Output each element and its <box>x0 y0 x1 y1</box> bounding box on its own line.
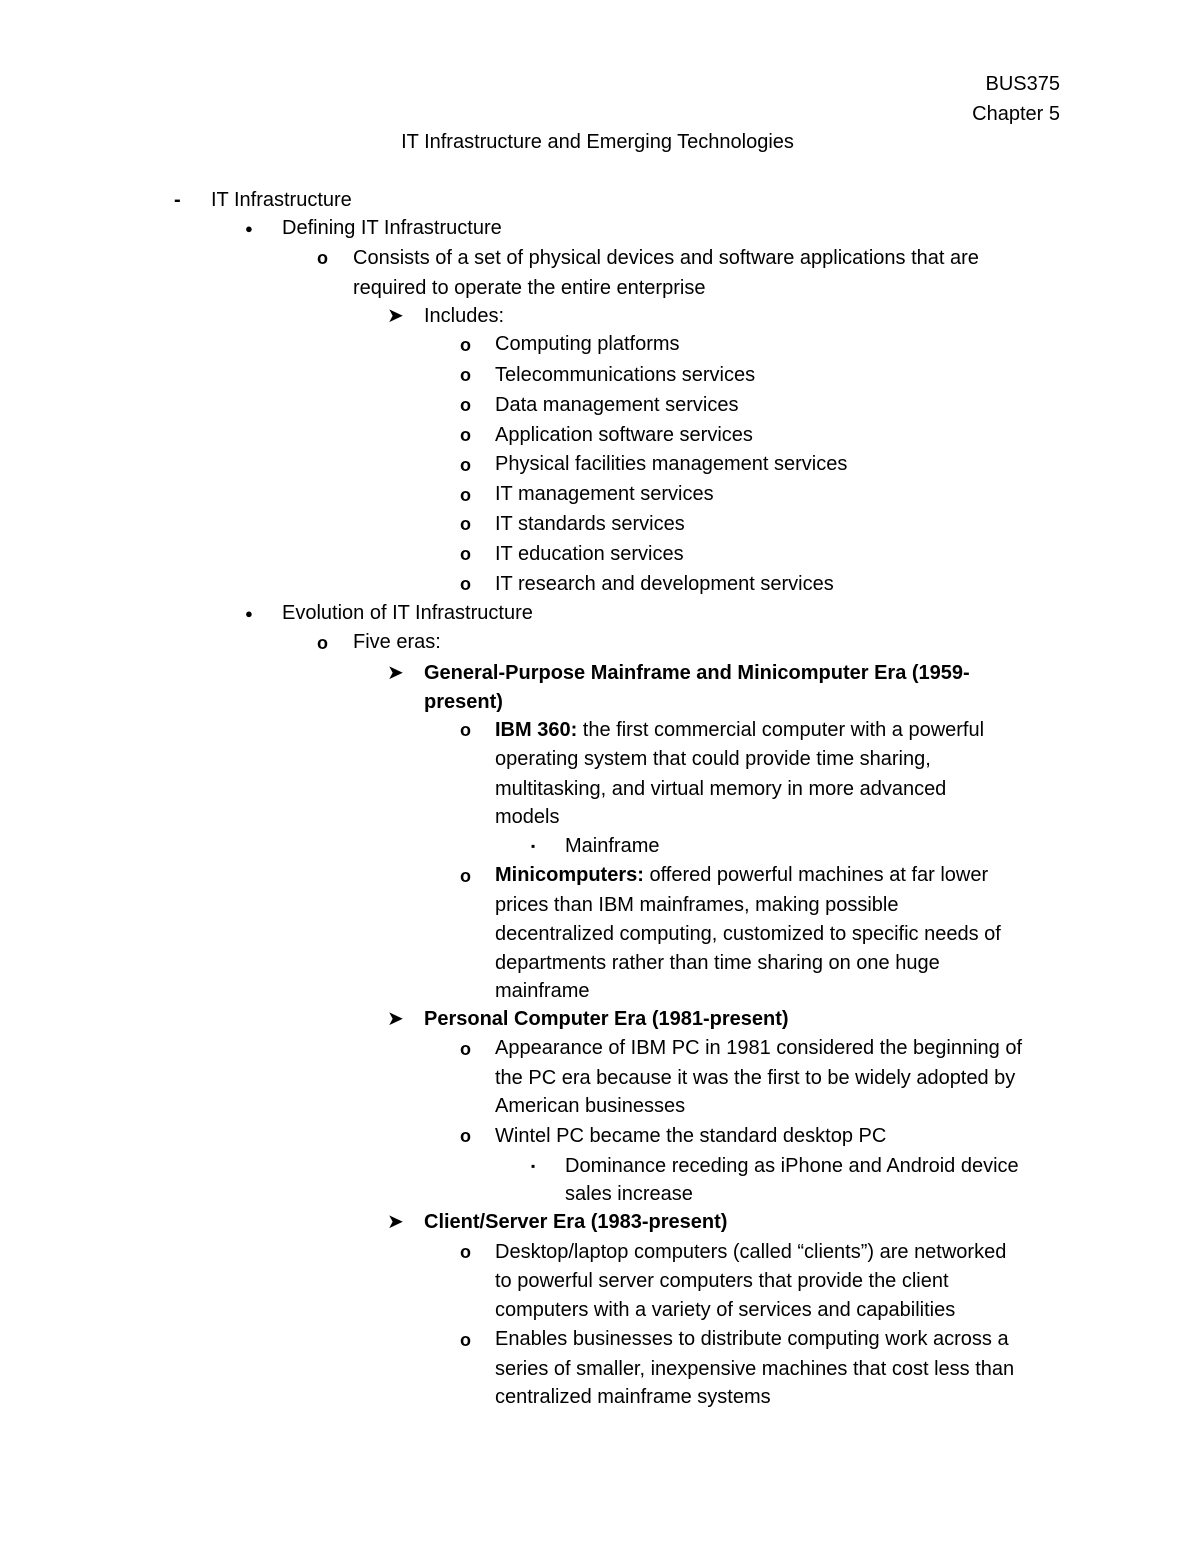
sub-item: sales increase <box>565 1183 693 1205</box>
minicomputers-line <box>495 861 988 889</box>
pc-line: Appearance of IBM PC in 1981 considered the beginning of <box>495 1037 1023 1059</box>
circle-marker: o <box>460 1126 471 1146</box>
definition-line: required to operate the entire enterprise <box>353 277 706 299</box>
term-ibm360: IBM 360: <box>495 719 578 741</box>
ibm360-line: models <box>495 806 560 828</box>
circle-marker: o <box>460 1330 471 1350</box>
circle-marker: o <box>460 720 471 740</box>
circle-marker: o <box>460 425 471 445</box>
bullet-marker: ● <box>245 221 253 236</box>
minicomputers-line: decentralized computing, customized to specific needs of <box>495 923 1001 945</box>
arrow-marker: ➤ <box>387 662 404 684</box>
wintel-line: Wintel PC became the standard desktop PC <box>495 1125 887 1147</box>
circle-marker: o <box>460 485 471 505</box>
client-server-line: series of smaller, inexpensive machines that cost less than <box>495 1358 1015 1380</box>
eras-label: Five eras: <box>353 631 441 653</box>
era-title-mainframe: present) <box>424 691 503 713</box>
list-item: IT education services <box>495 543 684 565</box>
circle-marker: o <box>460 544 471 564</box>
circle-marker: o <box>460 514 471 534</box>
list-item: Application software services <box>495 424 753 446</box>
era-title-mainframe: General-Purpose Mainframe and Minicomputer Era (1959- <box>424 662 970 684</box>
minicomputers-line: departments rather than time sharing on one huge <box>495 952 940 974</box>
chapter-label: Chapter 5 <box>972 103 1060 125</box>
includes-label: Includes: <box>424 305 505 327</box>
circle-marker: o <box>460 574 471 594</box>
square-marker: ▪ <box>531 839 536 853</box>
circle-marker: o <box>317 248 328 268</box>
client-server-line: Enables businesses to distribute computing work across a <box>495 1328 1009 1350</box>
client-server-line: computers with a variety of services and capabilities <box>495 1299 956 1321</box>
era-title-pc: Personal Computer Era (1981-present) <box>424 1008 789 1030</box>
circle-marker: o <box>460 1039 471 1059</box>
evolution-heading: Evolution of IT Infrastructure <box>282 602 533 624</box>
circle-marker: o <box>460 866 471 886</box>
list-item: IT management services <box>495 483 714 505</box>
list-item: Computing platforms <box>495 333 680 355</box>
circle-marker: o <box>460 395 471 415</box>
ibm360-text: the first commercial computer with a powerful <box>577 719 985 741</box>
course-code: BUS375 <box>985 73 1060 95</box>
dash-marker: - <box>174 189 181 211</box>
list-item: Telecommunications services <box>495 364 756 386</box>
ibm360-line: multitasking, and virtual memory in more advanced <box>495 778 947 800</box>
pc-line: the PC era because it was the first to be widely adopted by <box>495 1067 1016 1089</box>
arrow-marker: ➤ <box>387 1008 404 1030</box>
bullet-marker: ● <box>245 606 253 621</box>
circle-marker: o <box>317 633 328 653</box>
era-title-client-server: Client/Server Era (1983-present) <box>424 1211 728 1233</box>
arrow-marker: ➤ <box>387 305 404 327</box>
circle-marker: o <box>460 365 471 385</box>
list-item: IT research and development services <box>495 573 834 595</box>
definition-line: Consists of a set of physical devices and software applications that are <box>353 247 979 269</box>
minicomputers-line: prices than IBM mainframes, making possible <box>495 894 899 916</box>
minicomputers-line: mainframe <box>495 980 590 1002</box>
client-server-line: Desktop/laptop computers (called “clients”) are networked <box>495 1241 1007 1263</box>
sub-item: Dominance receding as iPhone and Android device <box>565 1155 1019 1177</box>
circle-marker: o <box>460 1242 471 1262</box>
client-server-line: centralized mainframe systems <box>495 1386 771 1408</box>
list-item: IT standards services <box>495 513 685 535</box>
ibm360-line: operating system that could provide time sharing, <box>495 748 931 770</box>
list-item: Data management services <box>495 394 739 416</box>
circle-marker: o <box>460 455 471 475</box>
sub-item: Mainframe <box>565 835 660 857</box>
square-marker: ▪ <box>531 1159 536 1173</box>
section-heading: IT Infrastructure <box>211 189 352 211</box>
arrow-marker: ➤ <box>387 1211 404 1233</box>
client-server-line: to powerful server computers that provide the client <box>495 1270 949 1292</box>
page-title: IT Infrastructure and Emerging Technologies <box>401 131 794 153</box>
ibm360-line <box>495 716 984 744</box>
defining-heading: Defining IT Infrastructure <box>282 217 502 239</box>
list-item: Physical facilities management services <box>495 453 848 475</box>
pc-line: American businesses <box>495 1095 686 1117</box>
circle-marker: o <box>460 335 471 355</box>
minicomputers-text: offered powerful machines at far lower <box>643 864 989 886</box>
term-minicomputers: Minicomputers: <box>495 864 644 886</box>
